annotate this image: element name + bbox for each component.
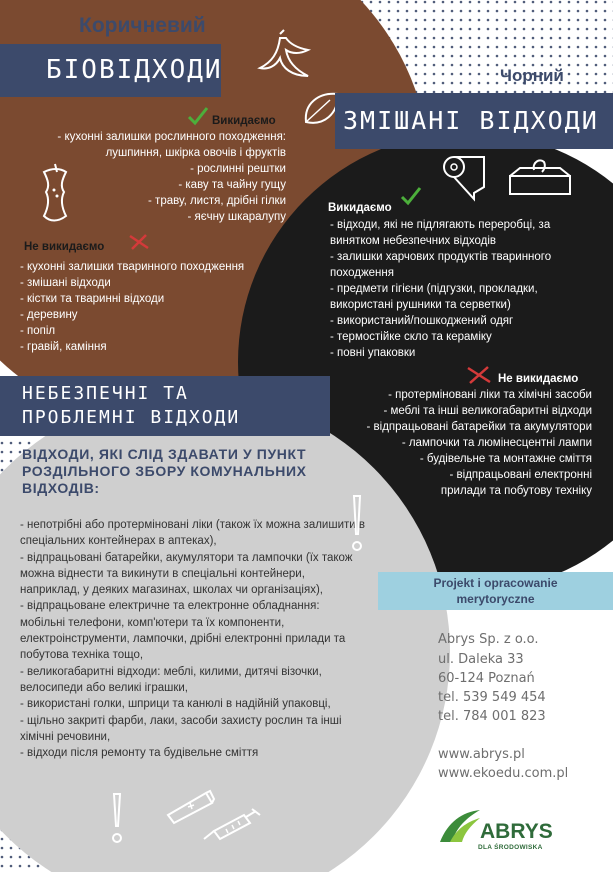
list-item: - відпрацьовані батарейки та акумулятори bbox=[366, 421, 592, 433]
check-icon bbox=[187, 106, 209, 126]
list-item: використані рушники та серветки) bbox=[330, 299, 511, 311]
list-item: - відпрацьовані електронні bbox=[449, 469, 592, 481]
company-name: Abrys Sp. z o.o. bbox=[438, 632, 539, 647]
mixed-color-label: Чорний bbox=[500, 66, 564, 85]
list-item: - будівельне та монтажне сміття bbox=[419, 453, 592, 465]
project-line1: Projekt i opracowanie bbox=[433, 576, 558, 590]
check-icon bbox=[400, 186, 422, 206]
list-item: - кухонні залишки тваринного походження bbox=[20, 261, 245, 273]
bio-yes-header: Викидаємо bbox=[212, 115, 276, 127]
list-item: - деревину bbox=[20, 309, 78, 321]
city: 60-124 Poznań bbox=[438, 671, 535, 686]
list-item: - кістки та тваринні відходи bbox=[20, 293, 165, 305]
list-item: походження bbox=[330, 267, 394, 279]
hazardous-subtitle bbox=[22, 446, 352, 497]
list-item: - каву та чайну гущу bbox=[178, 179, 286, 191]
list-item: - протерміновані ліки та хімічні засоби bbox=[388, 389, 592, 401]
list-item: - непотрібні або протерміновані ліки (також їх можна залишити в спеціальних контейнерах в аптеках), bbox=[20, 519, 365, 548]
toilet-paper-icon bbox=[440, 153, 492, 203]
exclamation-icon bbox=[350, 492, 364, 554]
cross-icon bbox=[466, 366, 492, 384]
mixed-title: ЗМІШАНІ ВІДХОДИ bbox=[335, 93, 613, 149]
list-item: - попіл bbox=[20, 325, 56, 337]
project-banner bbox=[378, 572, 613, 610]
list-item: - лампочки та люмінесцентні лампи bbox=[401, 437, 592, 449]
list-item: - змішані відходи bbox=[20, 277, 111, 289]
list-item: - предмети гігієни (підгузки, прокладки, bbox=[330, 283, 538, 295]
list-item: - гравій, каміння bbox=[20, 341, 107, 353]
phone-1[interactable]: tel. 539 549 454 bbox=[438, 690, 546, 705]
list-item: - траву, листя, дрібні гілки bbox=[148, 195, 286, 207]
hazardous-list bbox=[20, 517, 365, 761]
list-item: - відпрацьоване електричне та електронне обладнання: мобільні телефони, комп'ютери та їх компоненти, електроінструменти, лампочки, дрібні електронні прилади та побутова техніка тощо, bbox=[20, 600, 346, 662]
tissue-box-icon bbox=[506, 158, 574, 198]
website-link-2[interactable]: www.ekoedu.com.pl bbox=[438, 766, 569, 781]
bio-title: БІОВІДХОДИ bbox=[0, 44, 221, 97]
project-line2: merytoryczne bbox=[456, 592, 535, 606]
hazardous-title-line2: ПРОБЛЕМНІ ВІДХОДИ bbox=[22, 407, 241, 428]
subtitle-line: ВІДХОДИ, ЯКІ СЛІД ЗДАВАТИ У ПУНКТ bbox=[22, 446, 307, 462]
syringe-icon bbox=[200, 805, 270, 845]
list-item: - залишки харчових продуктів тваринного bbox=[330, 251, 552, 263]
website-link-1[interactable]: www.abrys.pl bbox=[438, 747, 525, 762]
bio-yes-list bbox=[0, 115, 286, 225]
list-item: - рослинні рештки bbox=[190, 163, 286, 175]
hazardous-title-line1: НЕБЕЗПЕЧНІ ТА bbox=[22, 383, 189, 404]
mixed-yes-header: Викидаємо bbox=[328, 202, 392, 214]
mixed-no-header: Не викидаємо bbox=[498, 373, 579, 385]
list-item: - відпрацьовані батарейки, акумулятори та лампочки (їх також можна віднести та викинути в спеціальні контейнери, наприклад, у деяких магазинах, школах чи організаціях), bbox=[20, 551, 353, 597]
list-item: лушпиння, шкірка овочів і фруктів bbox=[105, 147, 286, 159]
exclamation-icon bbox=[110, 790, 124, 846]
logo-name: ABRYS bbox=[480, 820, 553, 843]
subtitle-line: ВІДХОДІВ: bbox=[22, 480, 100, 496]
phone-2[interactable]: tel. 784 001 823 bbox=[438, 709, 546, 724]
list-item: - термостійке скло та кераміку bbox=[330, 331, 492, 343]
hazardous-title bbox=[0, 376, 330, 436]
list-item: - меблі та інші великогабаритні відходи bbox=[383, 405, 592, 417]
subtitle-line: РОЗДІЛЬНОГО ЗБОРУ КОМУНАЛЬНИХ bbox=[22, 463, 307, 479]
bio-color-label: Коричневий bbox=[79, 14, 206, 37]
list-item: - великогабаритні відходи: меблі, килими, дитячі візочки, велосипеди або великі іграшки, bbox=[20, 665, 322, 694]
mixed-no-list bbox=[332, 373, 592, 499]
street: ul. Daleka 33 bbox=[438, 652, 524, 667]
list-item: - використані голки, шприци та канюлі в надійній упаковці, bbox=[20, 698, 331, 711]
list-item: - використаний/пошкоджений одяг bbox=[330, 315, 514, 327]
list-item: винятком небезпечних відходів bbox=[330, 235, 496, 247]
list-item: прилади та побутову техніку bbox=[440, 485, 592, 497]
list-item: - щільно закриті фарби, лаки, засоби захисту рослин та інші хімічні речовини, bbox=[20, 714, 342, 743]
list-item: - відходи після ремонту та будівельне сміття bbox=[20, 747, 259, 760]
list-item: - яєчну шкаралупу bbox=[187, 211, 286, 223]
list-item: - відходи, які не підлягають переробці, за bbox=[330, 219, 551, 231]
mixed-yes-list bbox=[328, 202, 600, 361]
logo-swoosh-icon bbox=[438, 808, 482, 844]
bio-no-header: Не викидаємо bbox=[24, 241, 105, 253]
bio-no-list bbox=[20, 241, 310, 355]
abrys-logo bbox=[438, 808, 578, 858]
logo-tagline: DLA ŚRODOWISKA bbox=[478, 844, 543, 851]
list-item: - повні упаковки bbox=[330, 347, 416, 359]
list-item: - кухонні залишки рослинного походження: bbox=[57, 131, 286, 143]
banana-peel-icon bbox=[240, 28, 315, 88]
cross-icon bbox=[128, 234, 150, 250]
